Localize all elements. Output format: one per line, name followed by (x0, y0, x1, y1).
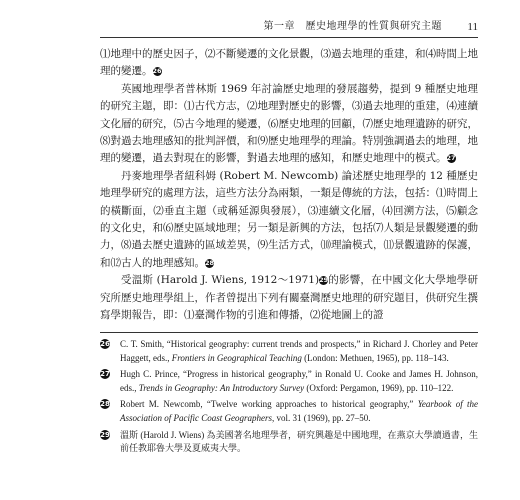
footnote-rule (100, 332, 478, 333)
paragraph-text: ⑴地理中的歷史因子，⑵不斷變遷的文化景觀，⑶過去地理的重建，和⑷時間上地理的變遷。 (100, 48, 478, 78)
footnote-title: Frontiers in Geographical Teaching (171, 352, 302, 363)
footnote-title: Trends in Geography: An Introductory Survey (138, 382, 305, 393)
footnote-marker[interactable]: 28 (205, 258, 215, 267)
footnote-marker[interactable]: 29 (319, 276, 329, 285)
paragraph (100, 272, 478, 324)
footnote-text (120, 429, 478, 456)
paragraph-text: 受溫斯 (Harold J. Wiens, 1912～1971) (121, 274, 320, 287)
footnote-text-part: 溫斯 (Harold J. Wiens) 為美國著名地理學者，研究興趣是中國地理，在燕京大學讀過書，生前任教耶魯大學及夏威夷大學。 (120, 429, 478, 454)
footnote (100, 368, 478, 395)
footnote-text (120, 338, 478, 365)
footnote-text-part: , vol. 31 (1969), pp. 27–50. (272, 412, 371, 423)
paragraph-text: 的影響，在中國文化大學地學研究所歷史地理學組上，作者曾提出下列有關臺灣歷史地理的研究題目，供研究生撰寫學期報告，即：⑴臺灣作物的引進和傳播，⑵從地圖上的證 (100, 274, 478, 322)
footnote-number: 27 (100, 370, 110, 379)
header-rule (100, 37, 478, 38)
footnote (100, 398, 478, 425)
paragraph (100, 81, 478, 168)
footnote-marker[interactable]: 27 (446, 154, 456, 163)
footnote-title: Yearbook of the Association of Pacific Coast Geographers (120, 399, 478, 423)
paragraph-text: 丹麥地理學者紐科姆 (Robert M. Newcomb) 論述歷史地理學的 12 種歷史地理學研究的處理方法，這些方法分為兩類，一類是傳統的方法，包括：⑴時間上的橫斷面，⑵垂直主題（或稱延源與發展），⑶連續文化層，⑷回溯方法，⑸顧念的文化史，和⑹歷史區域地理；另一類是新興的方法，包括⑺人類是景觀變遷的動力，⑻過去歷史遺跡的區域差異，⑼生活方式，⑽理論模式，⑾景觀遺跡的保護，和⑿古人的地理感知。 (100, 169, 478, 269)
footnote-number: 29 (100, 430, 110, 439)
paragraph-text: 英國地理學者普林斯 1969 年討論歷史地理的發展趨勢，提到 9 種歷史地理的研究主題，即：⑴古代方志，⑵地理對歷史的影響，⑶過去地理的重建，⑷連續文化層的研究，⑸古今地理的變遷，⑹歷史地理的回顧，⑺歷史地理遺跡的研究，⑻對過去地理感知的批判評價，和⑼歷史地理學的理論。特別強調過去的地理，地理的變遷，過去對現在的影響，對過去地理的感知，和歷史地理中的模式。 (100, 82, 478, 165)
running-header (100, 18, 478, 36)
footnotes (100, 338, 478, 459)
footnote (100, 429, 478, 456)
page-number: 11 (467, 21, 478, 33)
footnote-text-part: (London: Methuen, 1965), pp. 118–143. (301, 352, 449, 363)
footnote-number: 28 (100, 400, 110, 409)
footnote-text-part: Hugh C. Prince, “Progress in historical geography,” in Ronald U. Cooke and James H. Johnson, eds., (120, 369, 478, 393)
footnote (100, 338, 478, 365)
footnote-marker[interactable]: 26 (152, 67, 162, 76)
footnote-text-part: C. T. Smith, “Historical geography: current trends and prospects,” in Richard J. Chorley and Peter Haggett, eds., (120, 339, 478, 363)
footnote-text-part: Robert M. Newcomb, “Twelve working approaches to historical geography,” (120, 399, 418, 410)
chapter-title: 第一章 歷史地理學的性質與研究主題 (263, 21, 442, 32)
footnote-number: 26 (100, 340, 110, 348)
body-text (100, 46, 478, 325)
footnote-text-part: (Oxford: Pergamon, 1969), pp. 110–122. (304, 382, 454, 393)
paragraph (100, 168, 478, 272)
footnote-text (120, 368, 478, 395)
footnote-text (120, 398, 478, 425)
paragraph (100, 46, 478, 81)
